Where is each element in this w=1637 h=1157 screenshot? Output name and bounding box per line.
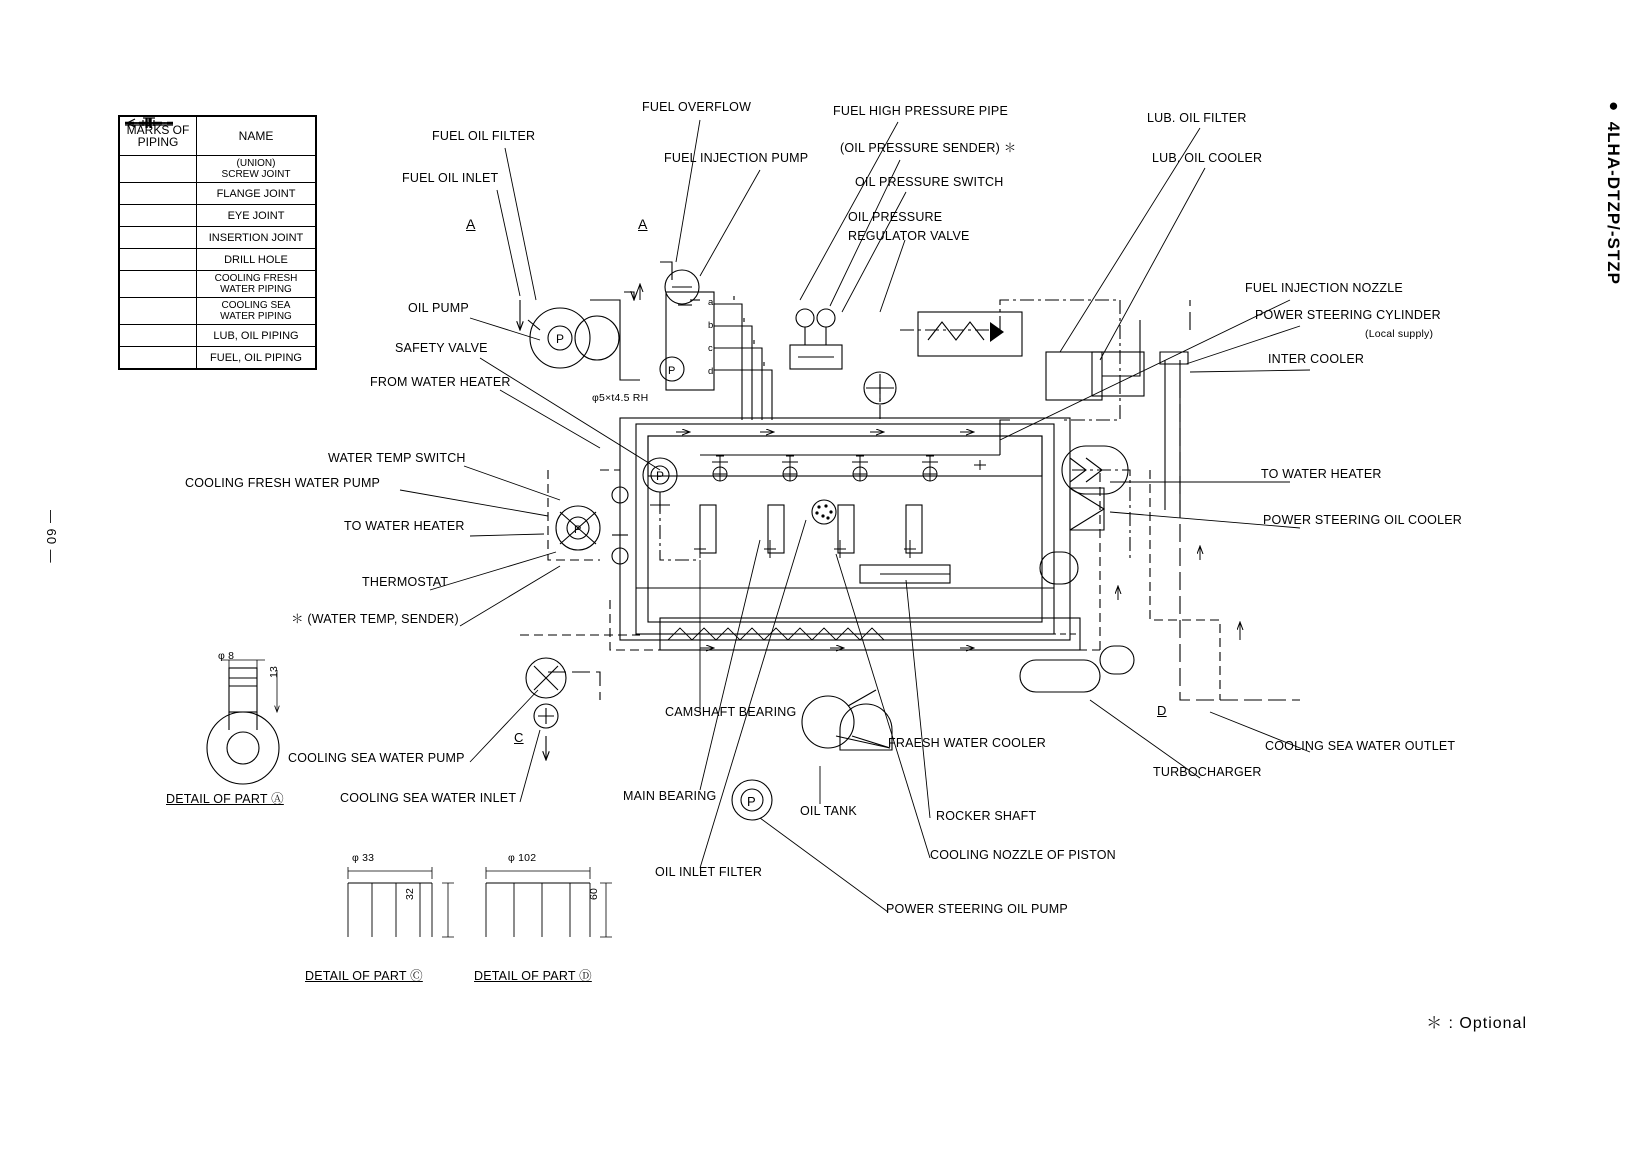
svg-text:P: P [556, 332, 565, 346]
callout-cooling-nozzle-of-piston: COOLING NOZZLE OF PISTON [930, 848, 1116, 862]
page-number: — 60 — [44, 510, 59, 564]
legend-name-sub: COOLING SEA [221, 300, 291, 311]
callout-inter-cooler: INTER COOLER [1268, 352, 1365, 366]
legend-name-sub: COOLING FRESH [214, 273, 298, 284]
callout-lub-oil-filter: LUB. OIL FILTER [1147, 111, 1247, 125]
callout-oil-tank: OIL TANK [800, 804, 857, 818]
legend-name: FUEL, OIL PIPING [197, 347, 316, 369]
callout-fuel-oil-inlet: FUEL OIL INLET [402, 171, 499, 185]
svg-text:P: P [668, 365, 676, 377]
legend-name: WATER PIPING [220, 311, 292, 322]
callout-cooling-sea-water-inlet: COOLING SEA WATER INLET [340, 791, 517, 805]
legend-name: INSERTION JOINT [197, 227, 316, 249]
legend-name: FLANGE JOINT [197, 183, 316, 205]
legend-name: SCREW JOINT [221, 169, 291, 180]
section-mark-c: C [514, 730, 524, 745]
port-label-a: a [708, 297, 714, 308]
legend-name-sub: (UNION) [236, 158, 276, 169]
callout-lub-oil-cooler: LUB. OIL COOLER [1152, 151, 1263, 165]
callout-oil-pressure-regulator-valve-line2: REGULATOR VALVE [848, 229, 970, 243]
port-label-c: c [708, 343, 713, 354]
section-mark-a-left: A [466, 216, 476, 232]
callout-fuel-overflow: FUEL OVERFLOW [642, 100, 752, 114]
callout-fuel-injection-pump: FUEL INJECTION PUMP [664, 151, 809, 165]
legend-name: LUB, OIL PIPING [197, 325, 316, 347]
svg-text:P: P [747, 794, 756, 809]
callout-power-steering-oil-cooler: POWER STEERING OIL COOLER [1263, 513, 1463, 527]
callout-pipe-spec: φ5×t4.5 RH [592, 392, 649, 404]
callout-fuel-injection-nozzle: FUEL INJECTION NOZZLE [1245, 281, 1403, 295]
callout-cooling-fresh-water-pump: COOLING FRESH WATER PUMP [185, 476, 381, 490]
detail-d-title: DETAIL OF PART Ⓓ [474, 969, 592, 983]
detail-a-dim-len: 13 [268, 665, 280, 678]
callout-main-bearing: MAIN BEARING [623, 789, 717, 803]
callout-camshaft-bearing: CAMSHAFT BEARING [665, 705, 797, 719]
callout-oil-pressure-switch: OIL PRESSURE SWITCH [855, 175, 1004, 189]
callout-power-steering-cylinder-sub: (Local supply) [1365, 328, 1434, 340]
detail-c-dim-len: 32 [404, 887, 416, 900]
model-title: ● 4LHA-DTZP/-STZP [1604, 96, 1623, 285]
callout-to-water-heater-right: TO WATER HEATER [1261, 467, 1382, 481]
callout-oil-pressure-sender: (OIL PRESSURE SENDER) ＊ [840, 141, 1017, 155]
detail-part-c-drawing [330, 855, 480, 975]
optional-note: ＊ : Optional [1426, 1015, 1527, 1032]
legend-header-marks: MARKS OF PIPING [120, 117, 197, 156]
detail-d-dim-len: 60 [588, 887, 600, 900]
callout-turbocharger: TURBOCHARGER [1153, 765, 1262, 779]
legend-name: EYE JOINT [197, 205, 316, 227]
callout-oil-inlet-filter: OIL INLET FILTER [655, 865, 763, 879]
callout-oil-pump: OIL PUMP [408, 301, 469, 315]
callout-power-steering-cylinder: POWER STEERING CYLINDER [1255, 308, 1441, 322]
callout-from-water-heater: FROM WATER HEATER [370, 375, 511, 389]
detail-a-title: DETAIL OF PART Ⓐ [166, 792, 284, 806]
callout-to-water-heater-left: TO WATER HEATER [344, 519, 465, 533]
callout-water-temp-switch: WATER TEMP SWITCH [328, 451, 466, 465]
section-mark-d: D [1157, 703, 1167, 718]
detail-c-title: DETAIL OF PART Ⓒ [305, 969, 423, 983]
callout-thermostat: THERMOSTAT [362, 575, 449, 589]
detail-a-dim-dia: φ 8 [218, 650, 235, 662]
callout-fuel-high-pressure-pipe: FUEL HIGH PRESSURE PIPE [833, 104, 1009, 118]
port-label-b: b [708, 320, 714, 331]
callout-water-temp-sender: ＊ (WATER TEMP, SENDER) [291, 612, 459, 626]
detail-c-dim-dia: φ 33 [352, 852, 375, 864]
detail-part-d-drawing [470, 855, 630, 975]
callout-fresh-water-cooler: FRAESH WATER COOLER [888, 736, 1046, 750]
port-label-d: d [708, 366, 714, 377]
callout-oil-pressure-regulator-valve-line1: OIL PRESSURE [848, 210, 943, 224]
callout-power-steering-oil-pump: POWER STEERING OIL PUMP [886, 902, 1068, 916]
legend-name: WATER PIPING [220, 284, 292, 295]
section-mark-a-right: A [638, 216, 648, 232]
callout-rocker-shaft: ROCKER SHAFT [936, 809, 1037, 823]
legend-name: DRILL HOLE [197, 249, 316, 271]
callout-cooling-sea-water-pump: COOLING SEA WATER PUMP [288, 751, 465, 765]
svg-text:P: P [656, 469, 665, 483]
callout-safety-valve: SAFETY VALVE [395, 341, 488, 355]
svg-text:P: P [574, 524, 582, 536]
legend-header-name: NAME [197, 117, 316, 156]
detail-d-dim-dia: φ 102 [508, 852, 537, 864]
callout-cooling-sea-water-outlet: COOLING SEA WATER OUTLET [1265, 739, 1456, 753]
callout-fuel-oil-filter: FUEL OIL FILTER [432, 129, 536, 143]
